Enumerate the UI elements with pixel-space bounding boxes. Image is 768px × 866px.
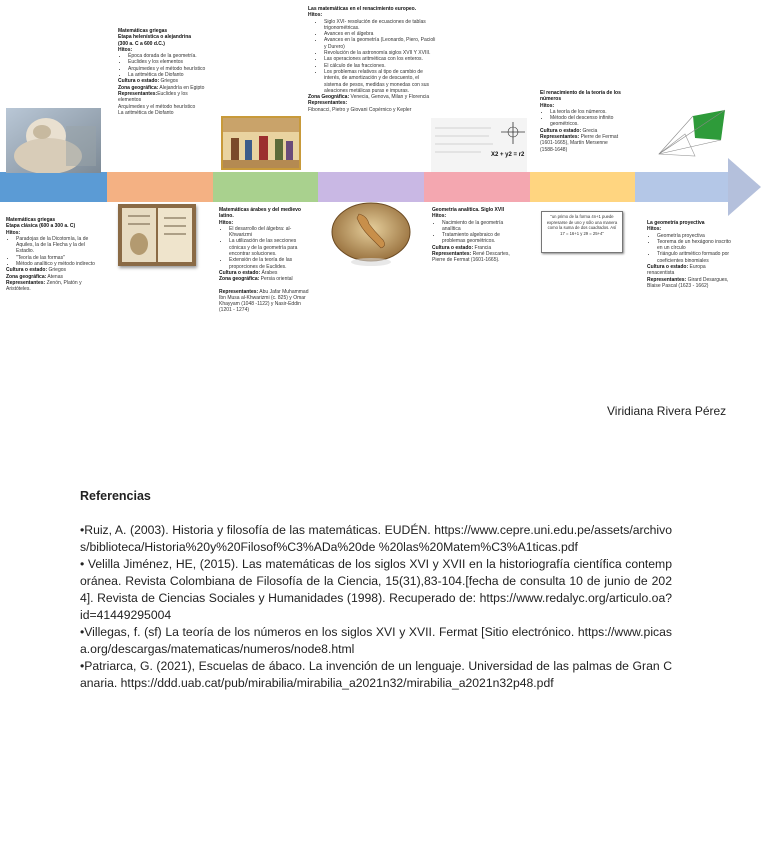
zona-label: Zona geográfica: (219, 276, 260, 283)
hito-item: • Los problemas relativos al tipo de cambio de interés, de amortización y de descuento, el sistema de pesos, medidas y monedas con sus aleaciones metálicas puras e impuras. (324, 69, 436, 94)
reference-item: • Velilla Jiménez, HE, (2015). Las matemáticas de los siglos XVI y XVII en la historiografía científica contemporánea. Revista Colombiana de Filosofía de la Ciencia, 15(31),83-104.[fecha de consulta 10 de junio de 2024]. Revista de Ciencias Sociales y Humanidades (1998). Recuperado de: https://www.redalyc.org/articulo.oa?id=41449295004 (80, 557, 672, 622)
cultura-value: Grecia (581, 127, 598, 134)
hitos-label: Hitos: (308, 12, 323, 19)
cultura-value: Griegos (47, 267, 67, 274)
hito-item: • Arquímedes y el método heurístico (128, 66, 208, 72)
event-title: Matemáticas árabes y del medievo latino. (219, 207, 301, 220)
event-title: La geometría proyectiva (647, 220, 705, 226)
statue-image (6, 108, 101, 173)
representantes-value: Girard Desargues, Blaise Pascal (1623 - 1662) (647, 276, 729, 289)
formula-label: X2 + y2 = r2 (491, 152, 525, 158)
cultura-label: Cultura o estado: (647, 264, 689, 271)
extra-line: Arquímedes y el método heurístico (118, 103, 196, 110)
extra-line: Fibonacci, Pietro y Giovani Copérnico y Kepler (308, 106, 412, 113)
cultura-label: Cultura o estado: (432, 244, 474, 251)
representantes-value: Zenón, Platón y Aristóteles. (6, 279, 82, 293)
event-proyectiva (647, 220, 731, 289)
event-title: Las matemáticas en el renacimiento europeo. (308, 6, 417, 12)
event-arabes (219, 207, 311, 314)
hitos-label: Hitos: (219, 219, 234, 226)
representantes-label: Representantes: (118, 90, 158, 97)
hitos-label: Hitos: (118, 46, 133, 53)
hito-item: • Extensión de la teoría de las proporciones de Euclides. (229, 257, 311, 270)
author-name: Viridiana Rivera Pérez (607, 404, 727, 418)
event-analitica (432, 207, 522, 264)
timeline-band-4 (318, 172, 424, 202)
representantes-label: Representantes: (432, 251, 472, 258)
zona-value: Alejandría en Egipto (158, 84, 205, 91)
event-title: Matemáticas griegas (118, 28, 168, 34)
italy-map-image (331, 202, 411, 268)
hito-item: • Triángulo aritmético formado por coeficientes binomiales (657, 251, 731, 264)
cultura-label: Cultura o estado: (118, 78, 160, 85)
hito-item: • Nacimiento de la geometría analítica (442, 220, 522, 233)
cultura-label: Cultura o estado: (540, 127, 582, 134)
cultura-label: Cultura o estado: (219, 269, 261, 276)
hito-item: • El desarrollo del álgebra: al-Khwarizmi (229, 226, 311, 239)
hito-item: • El cálculo de las fracciones. (324, 63, 436, 69)
hito-item: • Tratamiento algebraico de problemas geométricos. (442, 232, 522, 245)
hito-item: • Época dorada de la geometría. (128, 53, 208, 59)
representantes-label: Representantes: (308, 100, 348, 107)
hitos-label: Hitos: (432, 213, 447, 220)
zona-value: Venecia, Genova, Milan y Florencia (349, 94, 430, 101)
event-title: Matemáticas griegas (6, 217, 56, 223)
cultura-label: Cultura o estado: (6, 267, 48, 274)
hito-item: • Método del descenso infinito geométricos. (550, 115, 622, 128)
timeline-band-3 (213, 172, 318, 202)
hitos-label: Hitos: (647, 226, 662, 233)
reference-item: •Villegas, f. (sf) La teoría de los números en los siglos XVI y XVII. Fermat [Sitio electrónico. https://www.picasa.org/descargas/matematicas/numeros/node8.html (80, 625, 672, 656)
timeline-band-6 (530, 172, 635, 202)
hitos-label: Hitos: (6, 229, 21, 236)
timeline-band-1 (0, 172, 107, 202)
zona-label: Zona Geográfica: (308, 94, 350, 101)
hito-item: • Revolución de la astronomía siglos XVII Y XVIII. (324, 50, 436, 56)
event-renacimiento (308, 6, 436, 113)
hito-item: • Euclides y los elementos (128, 59, 208, 65)
cultura-value: Griegos (159, 78, 179, 85)
reference-item: •Patriarca, G. (2021), Escuelas de ábaco. La invención de un lenguaje. Universidad de las palmas de Gran Canaria. https://ddd.uab.cat/pub/mirabilia/mirabilia_a2021n32/mirabilia_a2021n32p48.pdf (80, 659, 672, 690)
timeline-arrow-head (728, 158, 762, 216)
event-grecia-clasica (6, 217, 96, 293)
ancient-book-image (118, 204, 196, 266)
event-title: Etapa helenística o alejandrina (118, 34, 192, 41)
hito-item: • Geometría proyectiva (657, 233, 731, 239)
hito-item: • La utilización de las secciones cónicas y de la geometría para encontrar soluciones. (229, 238, 311, 257)
hito-item: • Método analítico y método indirecto (16, 261, 96, 267)
event-title: El renacimiento de la teoría de los números (540, 90, 621, 103)
zona-value: Atenas (46, 273, 63, 280)
timeline-band-7 (635, 172, 730, 202)
cultura-value: Europa renacentista (647, 264, 706, 277)
timeline-band-2 (107, 172, 213, 202)
representantes-value: Euclides y los elementos (118, 90, 188, 104)
zona-label: Zona geográfica: (6, 273, 47, 280)
representantes-label: Representantes: (6, 279, 46, 286)
representantes-value: Pierre de Fermat (1601-1665), Martín Mersenne (1588-1648) (540, 134, 619, 153)
event-title: Etapa clásica (600 a 300 a. C) (6, 223, 76, 230)
reference-item: •Ruiz, A. (2003). Historia y filosofía de las matemáticas. EUDÉN. https://www.cepre.uni.edu.pe/assets/archivos/biblioteca/Historia%20y%20Filosof%C3%ADa%20de %20las%20Matem%C3%A1ticas.pdf (80, 523, 672, 554)
references-section (80, 488, 672, 692)
hitos-label: Hitos: (540, 102, 555, 109)
hito-item: • Avances en el álgebra (324, 31, 436, 37)
event-title: (300 a. C a 600 d.C.) (118, 40, 165, 47)
scholars-painting-image (221, 116, 301, 170)
zona-label: Zona geográfica: (118, 84, 159, 91)
hito-item: • Siglo XVI- resolución de ecuaciones de tablas trigonométricas. (324, 19, 436, 32)
representantes-label: Representantes: (219, 288, 259, 295)
representantes-value: Abu Jafar Muhammad Ibn Musa al-Khwarizmi (c. 825) y Omar Khayyam (1048 -1122) y Nasir-Eddin (1201 - 1274) (219, 288, 309, 314)
representantes-label: Representantes: (647, 276, 687, 283)
fermat-quote-box: "un primo de la forma 4n+1 puede expresarse de uno y sólo una manera como la suma de dos cuadrados. Así 17 = 16+1 y 29 = 25+4" (541, 211, 623, 253)
extra-line: La aritmética de Diofanto (118, 109, 174, 116)
hito-item: • Las operaciones aritméticas con los enteros. (324, 56, 436, 62)
event-title: Geometría analítica. Siglo XVII (432, 207, 504, 213)
zona-value: Persia oriental (259, 276, 293, 283)
event-grecia-helenistica (118, 28, 208, 116)
hito-item: • Teorema de un hexágono inscrito en un círculo (657, 239, 731, 252)
event-numeros (540, 90, 622, 153)
references-heading: Referencias (80, 489, 151, 503)
hito-item: • La teoría de los números. (550, 109, 622, 115)
representantes-value: René Descartes, Pierre de Fermat (1601-1665). (432, 251, 510, 264)
hito-item: • "Teoría de las formas" (16, 255, 96, 261)
projective-geometry-image (655, 104, 729, 160)
formula-image (431, 118, 527, 172)
cultura-value: Árabes (260, 269, 278, 276)
representantes-label: Representantes: (540, 134, 580, 141)
timeline-band-5 (424, 172, 530, 202)
cultura-value: Francia (473, 244, 492, 251)
hito-item: • Avances en la geometría (Leonardo, Piero, Pacioli y Durero) (324, 37, 436, 50)
hito-item: • La aritmética de Diofanto (128, 72, 208, 78)
hito-item: • Paradojas de la Dicotomía, la de Aquiles, la de la Flecha y la del Estadio. (16, 236, 96, 255)
